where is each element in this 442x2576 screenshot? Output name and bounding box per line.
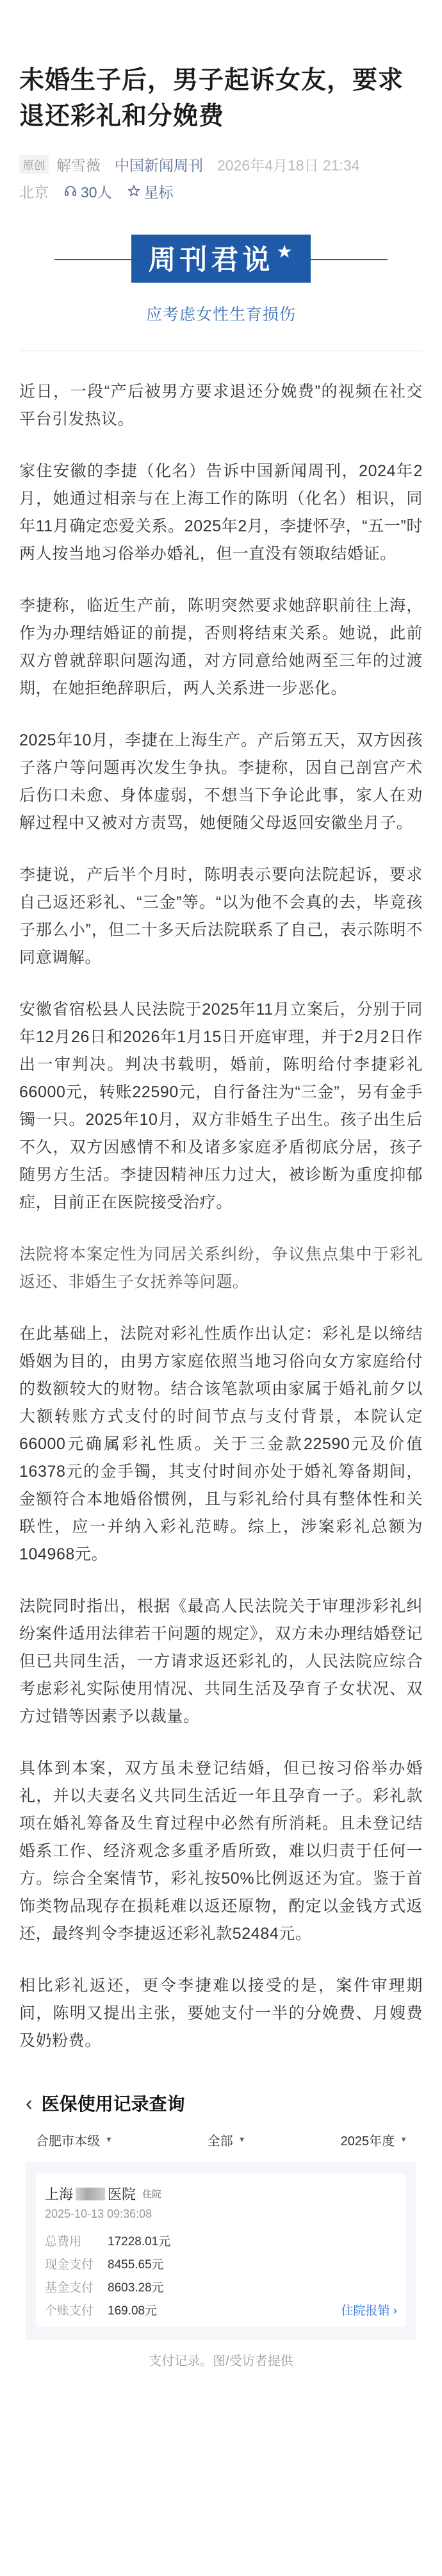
record-item[interactable] <box>36 2173 406 2327</box>
filter-type-label: 全部 <box>207 2134 233 2148</box>
chevron-left-icon[interactable]: ‹ <box>26 2091 33 2115</box>
star-icon <box>127 185 140 197</box>
row-label: 个账支付 <box>45 2304 94 2318</box>
reimbursement-link[interactable] <box>341 2301 397 2318</box>
filter-type[interactable] <box>208 2131 246 2149</box>
row-value: 8603.28元 <box>108 2281 164 2295</box>
column-banner-label: 周刊君说 <box>148 245 274 276</box>
row-label: 总费用 <box>45 2234 82 2248</box>
paragraph: 2025年10月，李捷在上海生产。产后第五天，双方因孩子落户等问题再次发生争执。李捷称，因自己剖宫产术后伤口未愈、身体虚弱，不想当下争论此事，家人在劝解过程中又被对方责骂，她便随父母返回安徽坐月子。 <box>19 731 423 832</box>
article-body <box>19 378 423 2055</box>
record-filters <box>26 2122 416 2157</box>
paragraph: 法院同时指出，根据《最高人民法院关于审理涉彩礼纠纷案件适用法律若干问题的规定》，双方未办理结婚登记但已共同生活，一方请求返还彩礼的，人民法院应综合考虑彩礼实际使用情况、共同生活及孕育子女状况、双方过错等因素予以裁量。 <box>19 1597 423 1725</box>
banner-line-left <box>54 259 131 260</box>
headphones-icon <box>64 185 77 197</box>
paragraph: 在此基础上，法院对彩礼性质作出认定：彩礼是以缔结婚姻为目的，由男方家庭依照当地习俗向女方家庭给付的数额较大的财物。结合该笔款项由家属于婚礼前夕以大额转账方式支付的时间节点与支付背景，本院认定66000元确属彩礼性质。关于三金款22590元及价值16378元的金手镯，其支付时间亦处于婚礼筹备期间，金额符合本地婚俗惯例，且与彩礼给付具有整体性和关联性，应一并纳入彩礼范畴。综上，涉案彩礼总额为104968元。 <box>19 1325 423 1563</box>
row-label: 基金支付 <box>45 2281 94 2295</box>
paragraph: 家住安徽的李捷（化名）告诉中国新闻周刊，2024年2月，她通过相亲与在上海工作的陈明（化名）相识，同年11月确定恋爱关系。2025年2月，李捷怀孕，“五一”时两人按当地习俗举办婚礼，但一直没有领取结婚证。 <box>19 462 423 563</box>
banner-line-right <box>311 259 388 260</box>
article-title: 未婚生子后，男子起诉女友，要求退还彩礼和分娩费 <box>19 67 404 130</box>
caret-down-icon: ▼ <box>105 2135 113 2144</box>
chevron-right-icon: › <box>393 2304 397 2318</box>
paragraph: 法院将本案定性为同居关系纠纷，争议焦点集中于彩礼返还、非婚生子女抚养等问题。 <box>19 1245 423 1291</box>
record-list <box>26 2162 416 2340</box>
star-button[interactable] <box>127 181 174 202</box>
row-value: 17228.01元 <box>108 2234 171 2248</box>
record-row <box>45 2298 397 2321</box>
article-subtitle: 应考虑女性生育损伤 <box>145 306 296 324</box>
hospital-suffix: 医院 <box>108 2186 136 2202</box>
publish-date: 2026年4月18日 21:34 <box>217 156 360 174</box>
caret-down-icon: ▼ <box>238 2135 246 2144</box>
listen-button[interactable] <box>64 181 112 202</box>
hospital-tag: 住院 <box>142 2189 162 2200</box>
hospital-row <box>45 2184 397 2204</box>
record-row <box>45 2275 397 2298</box>
article-meta-secondary <box>19 181 423 201</box>
account-link[interactable]: 中国新闻周刊 <box>115 156 203 174</box>
record-header <box>26 2084 416 2122</box>
star-label: 星标 <box>143 183 174 201</box>
caret-down-icon: ▼ <box>400 2135 407 2144</box>
reimbursement-link-label: 住院报销 <box>341 2304 390 2318</box>
paragraph: 相比彩礼返还，更令李捷难以接受的是，案件审理期间，陈明又提出主张，要她支付一半的分娩费、月嫂费及奶粉费。 <box>19 1977 423 2050</box>
filter-year-label: 2025年度 <box>340 2134 395 2148</box>
row-value: 169.08元 <box>108 2304 158 2318</box>
record-time: 2025-10-13 09:36:08 <box>45 2207 152 2220</box>
column-banner <box>19 235 423 283</box>
listen-count: 30人 <box>81 183 112 201</box>
image-caption: 支付记录。图/受访者提供 <box>149 2354 293 2368</box>
banner-star-icon: ★ <box>276 242 297 262</box>
column-banner-box <box>131 235 310 283</box>
redacted-block <box>76 2188 105 2200</box>
hospital-prefix: 上海 <box>45 2186 74 2202</box>
paragraph: 具体到本案，双方虽未登记结婚，但已按习俗举办婚礼，并以夫妻名义共同生活近一年且孕育一子。彩礼款项在婚礼筹备及生育过程中必然有所消耗。且未登记结婚系工作、经济观念多重矛盾所致，难以归责于任何一方。综合全案情节，彩礼按50%比例返还为宜。鉴于首饰类物品现存在损耗难以返还原物，酌定以金钱方式返还，最终判令李捷返还彩礼款52484元。 <box>19 1759 423 1943</box>
paragraph: 李捷称，临近生产前，陈明突然要求她辞职前往上海，作为办理结婚证的前提，否则将结束关系。她说，此前双方曾就辞职问题沟通，对方同意给她两至三年的过渡期，在她拒绝辞职后，两人关系进一步恶化。 <box>19 597 423 697</box>
record-title: 医保使用记录查询 <box>41 2094 185 2114</box>
filter-year[interactable] <box>341 2131 407 2149</box>
paragraph: 李捷说，产后半个月时，陈明表示要向法院起诉，要求自己返还彩礼、“三金”等。“以为他不会真的去，毕竟孩子那么小”，但二十多天后法院联系了自己，表示陈明不同意调解。 <box>19 866 423 967</box>
author-name: 解雪薇 <box>56 156 101 174</box>
row-value: 8455.65元 <box>108 2257 164 2272</box>
row-label: 现金支付 <box>45 2257 94 2272</box>
article-meta <box>19 154 423 174</box>
medical-record-screenshot <box>26 2084 416 2340</box>
record-row <box>45 2229 397 2252</box>
filter-region[interactable] <box>36 2131 113 2149</box>
location: 北京 <box>19 183 49 201</box>
paragraph: 安徽省宿松县人民法院于2025年11月立案后，分别于同年12月26日和2026年1月15日开庭审理，并于2月2日作出一审判决。判决书载明，婚前，陈明给付李捷彩礼66000元，转账22590元，自行备注为“三金”，另有金手镯一只。2025年10月，双方非婚生子出生。孩子出生后不久，双方因感情不和及诸多家庭矛盾彻底分居，孩子随男方生活。李捷因精神压力过大，被诊断为重度抑郁症，目前正在医院接受治疗。 <box>19 1001 423 1211</box>
filter-region-label: 合肥市本级 <box>36 2134 100 2148</box>
paragraph: 近日，一段“产后被男方要求退还分娩费”的视频在社交平台引发热议。 <box>19 383 423 428</box>
record-row <box>45 2252 397 2275</box>
original-badge: 原创 <box>19 155 49 174</box>
